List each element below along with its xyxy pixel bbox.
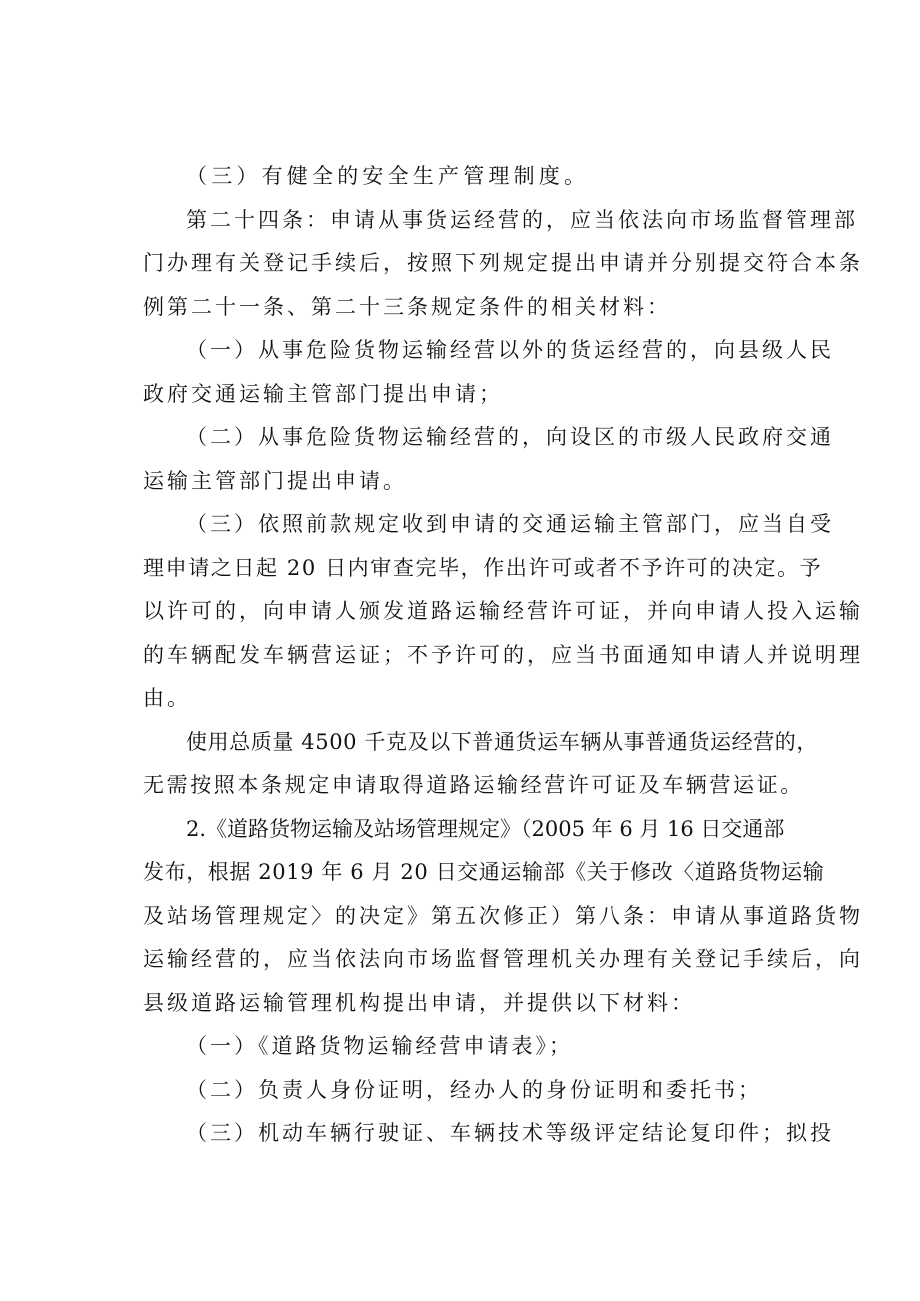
- text-line: 第二十四条：申请从事货运经营的，应当依法向市场监督管理部: [186, 208, 858, 232]
- text-line: 发布，根据 2019 年 6 月 20 日交通运输部《关于修改〈道路货物运输: [143, 860, 825, 884]
- text-line: 2.《道路货物运输及站场管理规定》（2005 年 6 月 16 日交通部: [186, 817, 785, 841]
- text-line: 及站场管理规定〉的决定》第五次修正）第八条：申请从事道路货物: [143, 904, 863, 928]
- text-line: 例第二十一条、第二十三条规定条件的相关材料：: [143, 295, 671, 319]
- text-line: 运输经营的，应当依法向市场监督管理机关办理有关登记手续后，向: [143, 947, 863, 971]
- text-line: （二）负责人身份证明，经办人的身份证明和委托书；: [186, 1078, 762, 1102]
- text-line: 的车辆配发车辆营运证；不予许可的，应当书面通知申请人并说明理: [143, 643, 863, 667]
- text-line: 门办理有关登记手续后，按照下列规定提出申请并分别提交符合本条: [143, 251, 863, 275]
- text-line: 理申请之日起 20 日内审查完毕，作出许可或者不予许可的决定。予: [143, 556, 823, 580]
- text-line: （三）有健全的安全生产管理制度。: [186, 164, 590, 188]
- text-line: （三）依照前款规定收到申请的交通运输主管部门，应当自受: [186, 512, 834, 536]
- text-line: （一）从事危险货物运输经营以外的货运经营的，向县级人民: [186, 338, 834, 362]
- text-line: 运输主管部门提出申请。: [143, 469, 407, 493]
- text-line: （三）机动车辆行驶证、车辆技术等级评定结论复印件；拟投: [186, 1121, 834, 1145]
- text-line: （一）《道路货物运输经营申请表》；: [186, 1034, 573, 1058]
- text-line: 政府交通运输主管部门提出申请；: [143, 382, 503, 406]
- text-line: 县级道路运输管理机构提出申请，并提供以下材料：: [143, 991, 695, 1015]
- text-line: 使用总质量 4500 千克及以下普通货运车辆从事普通货运经营的，: [186, 730, 818, 754]
- text-line: （二）从事危险货物运输经营的，向设区的市级人民政府交通: [186, 425, 834, 449]
- text-line: 无需按照本条规定申请取得道路运输经营许可证及车辆营运证。: [143, 773, 804, 797]
- text-line: 以许可的，向申请人颁发道路运输经营许可证，并向申请人投入运输: [143, 599, 863, 623]
- text-line: 由。: [143, 686, 191, 710]
